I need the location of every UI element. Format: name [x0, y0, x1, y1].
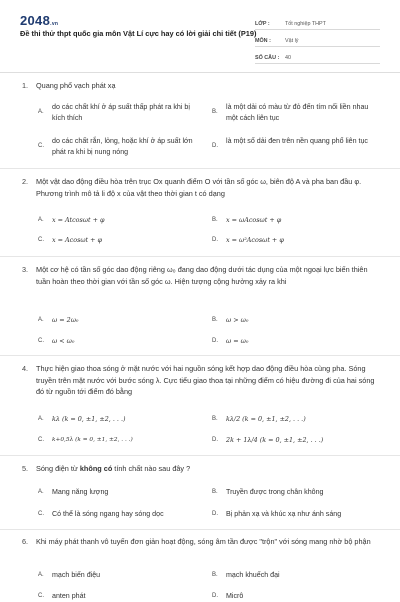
option-letter: B.: [212, 109, 218, 115]
option-letter: D.: [212, 237, 218, 243]
question-5: [22, 463, 382, 527]
option-letter: C.: [38, 511, 44, 517]
question-text: [36, 463, 376, 475]
option-text: k+0,5λ (k = 0, ±1, ±2, . . .): [52, 437, 133, 443]
exam-meta: [255, 15, 380, 66]
meta-row-count: [255, 49, 380, 64]
question-6: [22, 536, 382, 600]
question-text-emphasis: không có: [79, 464, 113, 473]
question-text: Một cơ hệ có tần số góc dao động riêng ω₀ đang dao động dưới tác dụng của một ngoại lực biến thiên tuần hoàn theo thời gian với tần số góc ω. Hiện tượng cộng hưởng xảy ra khi: [36, 265, 368, 286]
option-text: x = Acosωt + φ: [52, 236, 103, 244]
option-text: kλ (k = 0, ±1, ±2, . . .): [52, 415, 126, 423]
meta-value: 40: [285, 55, 291, 61]
option-text: mạch khuếch đại: [226, 571, 280, 579]
option-text: kλ/2 (k = 0, ±1, ±2, . . .): [226, 415, 306, 423]
option-letter: D.: [212, 593, 218, 599]
option-text: do các chất khí ở áp suất thấp phát ra khi bị kích thích: [52, 103, 190, 122]
option-text: 2k + 1λ/4 (k = 0, ±1, ±2, . . .): [226, 436, 324, 444]
option-letter: D.: [212, 143, 218, 149]
question-text: Khi máy phát thanh vô tuyến đơn giản hoạt động, sóng âm tần được "trộn" với sóng mang nhờ bộ phận: [36, 537, 371, 546]
meta-label: MÔN :: [255, 38, 271, 44]
header-divider: [0, 72, 400, 73]
option-letter: D.: [212, 437, 218, 443]
question-3: [22, 264, 382, 354]
option-letter: A.: [38, 109, 44, 115]
meta-value: Vật lý: [285, 38, 299, 44]
option-letter: A.: [38, 416, 44, 422]
option-letter: A.: [38, 572, 44, 578]
question-number: 2.: [22, 177, 29, 186]
option-text: do các chất rắn, lỏng, hoặc khí ở áp suất lớn phát ra khi bị nung nóng: [52, 137, 193, 156]
option-letter: B.: [212, 317, 218, 323]
logo-text: 2048: [20, 13, 51, 28]
option-text: x = Atcosωt + φ: [52, 216, 105, 224]
question-divider: [0, 455, 400, 456]
header: [0, 0, 400, 64]
option-letter: B.: [212, 572, 218, 578]
question-divider: [0, 529, 400, 530]
question-4: [22, 363, 382, 453]
option-letter: B.: [212, 217, 218, 223]
question-text-part: Sóng điện từ: [36, 464, 80, 473]
option-text: mạch biến điệu: [52, 571, 101, 579]
question-number: 3.: [22, 265, 29, 274]
option-letter: C.: [38, 237, 44, 243]
question-number: 1.: [22, 81, 29, 90]
option-text: ω > ω₀: [226, 316, 249, 324]
option-text: Có thể là sóng ngang hay sóng dọc: [52, 510, 164, 518]
question-number: 4.: [22, 364, 29, 373]
option-text: x = ω²Acosωt + φ: [226, 236, 284, 244]
logo-suffix: .vn: [50, 21, 59, 27]
meta-value: Tốt nghiệp THPT: [285, 21, 326, 27]
site-logo[interactable]: [20, 13, 58, 28]
option-letter: B.: [212, 416, 218, 422]
meta-label: SỐ CÂU :: [255, 55, 280, 61]
question-number: 5.: [22, 464, 29, 473]
option-letter: A.: [38, 489, 44, 495]
option-text: Truyền được trong chân không: [226, 488, 324, 496]
question-1: [22, 80, 382, 160]
option-text: x = ωAcosωt + φ: [226, 216, 282, 224]
question-divider: [0, 168, 400, 169]
option-text: là một dải có màu từ đỏ đến tím nối liền nhau một cách liên tục: [226, 103, 369, 122]
option-text: ω = ω₀: [226, 337, 249, 345]
option-text: ω < ω₀: [52, 337, 75, 345]
exam-title: Đề thi thử thpt quốc gia môn Vật Lí cực hay có lời giải chi tiết (P19): [20, 29, 257, 38]
option-text: anten phát: [52, 592, 86, 600]
question-2: [22, 176, 382, 256]
question-divider: [0, 256, 400, 257]
meta-row-class: [255, 15, 380, 30]
option-text: ω = 2ω₀: [52, 316, 79, 324]
question-number: 6.: [22, 537, 29, 546]
question-text: Quang phổ vạch phát xạ: [36, 81, 116, 90]
option-letter: A.: [38, 217, 44, 223]
meta-row-subject: [255, 32, 380, 47]
option-text: Mang năng lượng: [52, 488, 109, 496]
question-text: Thực hiện giao thoa sóng ở mặt nước với hai nguồn sóng kết hợp dao động điều hòa cùng pha. Sóng truyền trên mặt nước với bước sóng λ. Cực tiểu giao thoa tại những điểm có hiệu đường đi của hai sóng đó từ nguồn tới điểm đó bằng: [36, 364, 375, 396]
option-letter: C.: [38, 593, 44, 599]
option-letter: D.: [212, 511, 218, 517]
option-letter: C.: [38, 437, 44, 443]
option-text: là một số dải đen trên nền quang phổ liên tục: [226, 137, 368, 145]
question-divider: [0, 355, 400, 356]
option-letter: B.: [212, 489, 218, 495]
question-text-part: tính chất nào sau đây ?: [112, 464, 191, 473]
option-text: Bị phản xạ và khúc xạ như ánh sáng: [226, 510, 342, 518]
meta-label: LỚP :: [255, 21, 270, 27]
option-letter: D.: [212, 338, 218, 344]
option-text: Micrô: [226, 592, 244, 600]
question-text: Một vật dao động điều hòa trên trục Ox quanh điểm O với tần số góc ω, biên độ A và pha ban đầu φ. Phương trình mô tả li độ x của vật theo thời gian t có dạng: [36, 177, 362, 198]
option-letter: C.: [38, 338, 44, 344]
option-letter: C.: [38, 143, 44, 149]
option-letter: A.: [38, 317, 44, 323]
